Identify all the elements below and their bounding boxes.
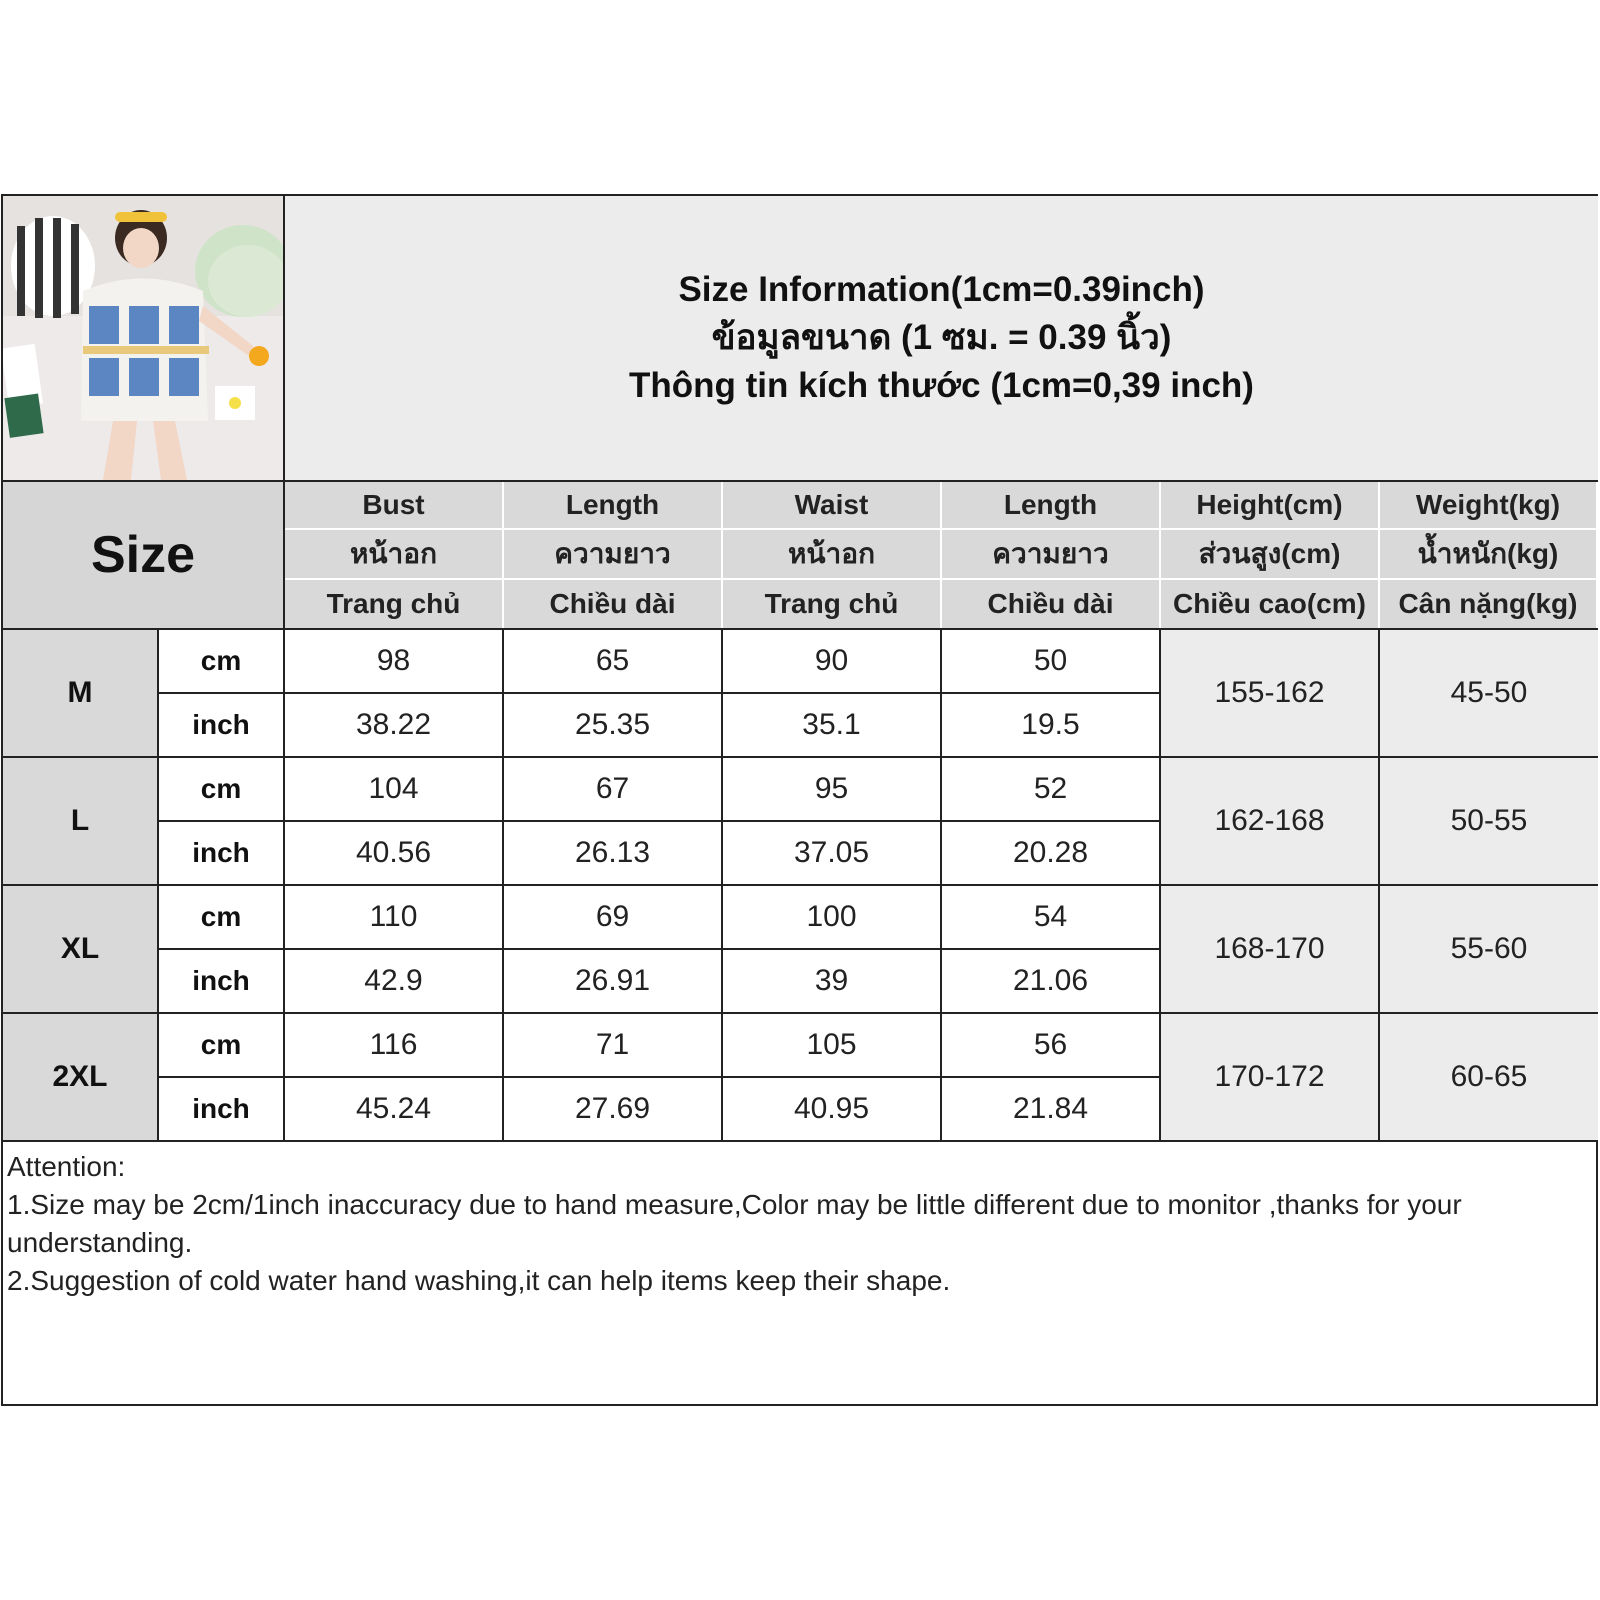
value-cell: 116	[285, 1014, 504, 1078]
title-vietnamese: Thông tin kích thước (1cm=0,39 inch)	[629, 366, 1254, 405]
header-length2-vi: Chiều dài	[942, 580, 1161, 630]
value-cell: 98	[285, 630, 504, 694]
header-length-th: ความยาว	[504, 530, 723, 580]
header-bust-vi: Trang chủ	[285, 580, 504, 630]
size-header: Size	[3, 482, 285, 630]
weight-range: 55-60	[1380, 886, 1598, 1014]
title-thai: ข้อมูลขนาด (1 ซม. = 0.39 นิ้ว)	[711, 318, 1172, 357]
value-cell: 21.06	[942, 950, 1161, 1014]
value-cell: 19.5	[942, 694, 1161, 758]
product-photo	[3, 196, 285, 482]
value-cell: 35.1	[723, 694, 942, 758]
weight-range: 50-55	[1380, 758, 1598, 886]
size-info-title	[285, 196, 1598, 482]
note-item-1: 1.Size may be 2cm/1inch inaccuracy due to hand measure,Color may be little different due to monitor ,thanks for your understanding.	[7, 1189, 1462, 1258]
size-label-l: L	[3, 758, 159, 886]
unit-label-cm: cm	[159, 630, 285, 694]
height-range: 170-172	[1161, 1014, 1380, 1142]
header-length2-en: Length	[942, 482, 1161, 530]
unit-label-cm: cm	[159, 886, 285, 950]
header-waist-en: Waist	[723, 482, 942, 530]
value-cell: 110	[285, 886, 504, 950]
value-cell: 42.9	[285, 950, 504, 1014]
header-height-en: Height(cm)	[1161, 482, 1380, 530]
value-cell: 54	[942, 886, 1161, 950]
value-cell: 26.91	[504, 950, 723, 1014]
value-cell: 71	[504, 1014, 723, 1078]
value-cell: 45.24	[285, 1078, 504, 1142]
size-chart	[1, 194, 1598, 1406]
value-cell: 69	[504, 886, 723, 950]
weight-range: 45-50	[1380, 630, 1598, 758]
value-cell: 20.28	[942, 822, 1161, 886]
header-length-en: Length	[504, 482, 723, 530]
header-bust-en: Bust	[285, 482, 504, 530]
value-cell: 40.95	[723, 1078, 942, 1142]
value-cell: 95	[723, 758, 942, 822]
unit-label-inch: inch	[159, 950, 285, 1014]
unit-label-cm: cm	[159, 1014, 285, 1078]
value-cell: 90	[723, 630, 942, 694]
header-waist-vi: Trang chủ	[723, 580, 942, 630]
unit-label-inch: inch	[159, 1078, 285, 1142]
size-label-m: M	[3, 630, 159, 758]
size-label-2xl: 2XL	[3, 1014, 159, 1142]
value-cell: 100	[723, 886, 942, 950]
value-cell: 105	[723, 1014, 942, 1078]
value-cell: 38.22	[285, 694, 504, 758]
header-weight-en: Weight(kg)	[1380, 482, 1598, 530]
value-cell: 104	[285, 758, 504, 822]
header-length2-th: ความยาว	[942, 530, 1161, 580]
height-range: 168-170	[1161, 886, 1380, 1014]
value-cell: 56	[942, 1014, 1161, 1078]
value-cell: 25.35	[504, 694, 723, 758]
header-waist-th: หน้าอก	[723, 530, 942, 580]
header-weight-th: น้ำหนัก(kg)	[1380, 530, 1598, 580]
decor-card	[215, 386, 255, 420]
product-photo-illustration	[3, 196, 283, 480]
header-height-vi: Chiều cao(cm)	[1161, 580, 1380, 630]
header-height-th: ส่วนสูง(cm)	[1161, 530, 1380, 580]
value-cell: 37.05	[723, 822, 942, 886]
unit-label-cm: cm	[159, 758, 285, 822]
size-label-xl: XL	[3, 886, 159, 1014]
header-length-vi: Chiều dài	[504, 580, 723, 630]
weight-range: 60-65	[1380, 1014, 1598, 1142]
value-cell: 65	[504, 630, 723, 694]
unit-label-inch: inch	[159, 694, 285, 758]
header-bust-th: หน้าอก	[285, 530, 504, 580]
note-item-2: 2.Suggestion of cold water hand washing,it can help items keep their shape.	[7, 1265, 951, 1296]
header-weight-vi: Cân nặng(kg)	[1380, 580, 1598, 630]
value-cell: 39	[723, 950, 942, 1014]
height-range: 155-162	[1161, 630, 1380, 758]
height-range: 162-168	[1161, 758, 1380, 886]
value-cell: 21.84	[942, 1078, 1161, 1142]
value-cell: 26.13	[504, 822, 723, 886]
value-cell: 67	[504, 758, 723, 822]
attention-notes	[7, 1148, 1592, 1300]
value-cell: 50	[942, 630, 1161, 694]
notes-heading: Attention:	[7, 1151, 126, 1182]
value-cell: 52	[942, 758, 1161, 822]
unit-label-inch: inch	[159, 822, 285, 886]
value-cell: 27.69	[504, 1078, 723, 1142]
value-cell: 40.56	[285, 822, 504, 886]
title-english: Size Information(1cm=0.39inch)	[678, 270, 1205, 309]
